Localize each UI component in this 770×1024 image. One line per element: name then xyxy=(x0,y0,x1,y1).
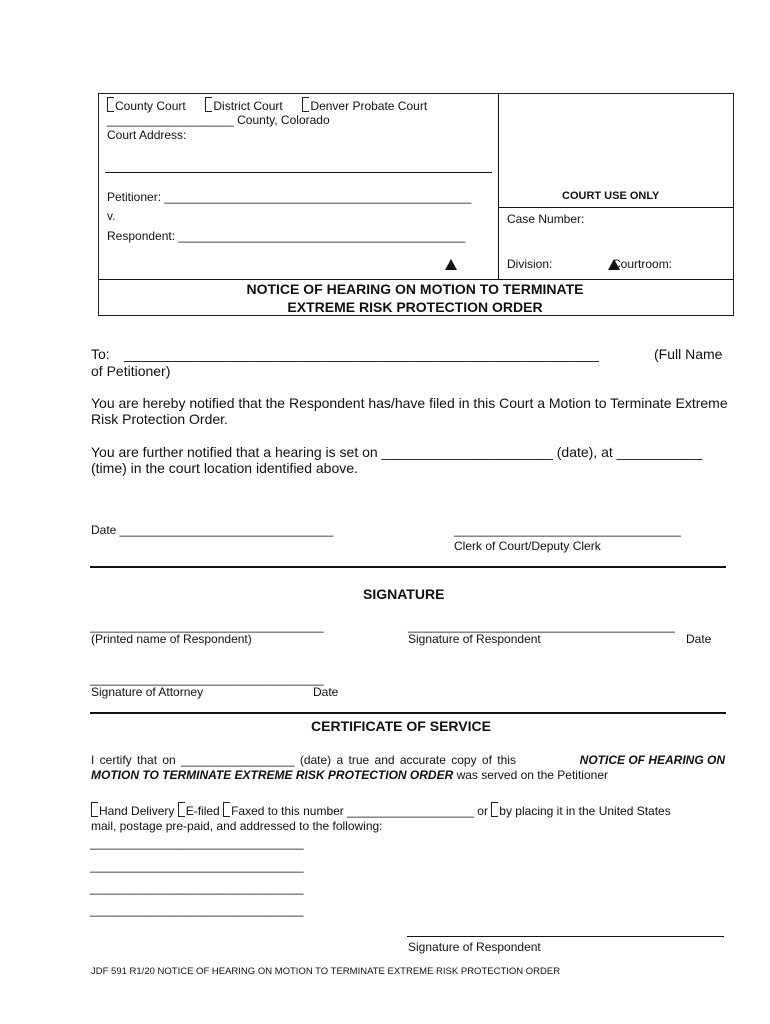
attorney-date-label: Date xyxy=(313,685,339,699)
form-footer: JDF 591 R1/20 NOTICE OF HEARING ON MOTION TO TERMINATE EXTREME RISK PROTECTION ORDER xyxy=(91,966,561,977)
address-line[interactable]: ________________________________ xyxy=(90,881,304,895)
address-line[interactable]: ________________________________ xyxy=(90,903,304,917)
fax-label: Faxed to this number ___________________ or xyxy=(231,804,488,818)
court-address-label: Court Address: xyxy=(107,128,187,142)
respondent-field[interactable]: Respondent: ___________________________________________ xyxy=(107,229,466,243)
respondent-signature-line[interactable]: ________________________________________ xyxy=(408,619,675,633)
to-label: To: xyxy=(91,346,110,362)
signature-heading: SIGNATURE xyxy=(363,586,445,602)
courtroom-label[interactable]: Courtroom: xyxy=(612,257,673,271)
certificate-signature-label: Signature of Respondent xyxy=(408,940,541,954)
notice-date-field[interactable]: Date ________________________________ xyxy=(91,523,334,537)
court-use-divider xyxy=(499,207,733,208)
caption-vertical-divider xyxy=(498,93,499,279)
county-court-checkbox[interactable] xyxy=(107,99,115,113)
petitioner-field[interactable]: Petitioner: ______________________________________________ xyxy=(107,190,472,204)
mail-label: by placing it in the United States xyxy=(499,804,671,818)
district-court-label: District Court xyxy=(213,99,283,113)
respondent-date-label: Date xyxy=(686,632,712,646)
court-use-only-label: COURT USE ONLY xyxy=(562,190,660,202)
notice-paragraph-1-line-2: Risk Protection Order. xyxy=(91,411,228,427)
full-name-label: (Full Name xyxy=(654,346,723,362)
certify-line-2 xyxy=(91,768,608,782)
court-address-rule xyxy=(105,172,492,173)
title-line-2: EXTREME RISK PROTECTION ORDER xyxy=(287,299,543,315)
certify-end: was served on the Petitioner xyxy=(453,768,608,782)
case-number-label[interactable]: Case Number: xyxy=(507,212,585,226)
section-rule-2 xyxy=(90,712,726,714)
notice-paragraph-2-line-2: (time) in the court location identified above. xyxy=(91,460,358,476)
title-line-1: NOTICE OF HEARING ON MOTION TO TERMINATE xyxy=(246,281,584,297)
address-line[interactable]: ________________________________ xyxy=(90,836,304,850)
attorney-signature-line[interactable]: ___________________________________ xyxy=(90,672,324,686)
hand-delivery-label: Hand Delivery xyxy=(99,804,175,818)
certify-line-1[interactable] xyxy=(91,753,725,767)
of-petitioner-label: of Petitioner) xyxy=(91,363,171,379)
clerk-signature-line[interactable]: __________________________________ xyxy=(454,523,681,537)
notice-paragraph-2-line-1[interactable]: You are further notified that a hearing is set on ______________________ (date), at ___________ xyxy=(91,444,703,460)
certificate-signature-rule[interactable] xyxy=(407,936,724,937)
printed-name-label: (Printed name of Respondent) xyxy=(91,632,252,646)
certify-start: I certify that on _________________ (date) a true and accurate copy of this xyxy=(91,753,516,767)
certificate-heading: CERTIFICATE OF SERVICE xyxy=(311,718,491,734)
caption-title-divider xyxy=(98,279,733,280)
mail-line-2: mail, postage pre-paid, and addressed to the following: xyxy=(91,819,383,833)
notice-paragraph-1-line-1: You are hereby notified that the Respondent has/have filed in this Court a Motion to Terminate Extreme xyxy=(91,395,728,411)
denver-probate-label: Denver Probate Court xyxy=(310,99,428,113)
certify-bold-2: MOTION TO TERMINATE EXTREME RISK PROTECTION ORDER xyxy=(91,768,454,782)
division-label[interactable]: Division: xyxy=(507,257,553,271)
efiled-checkbox[interactable] xyxy=(178,804,186,818)
respondent-signature-label: Signature of Respondent xyxy=(408,632,541,646)
service-methods xyxy=(91,802,671,818)
court-options xyxy=(107,97,427,113)
caption-triangle-left xyxy=(445,259,457,270)
county-court-label: County Court xyxy=(115,99,186,113)
versus-label: v. xyxy=(107,209,116,223)
fax-checkbox[interactable] xyxy=(223,804,231,818)
address-line[interactable]: ________________________________ xyxy=(90,859,304,873)
printed-name-line[interactable]: ___________________________________ xyxy=(90,619,324,633)
efiled-label: E-filed xyxy=(185,804,220,818)
certify-bold-1: NOTICE OF HEARING ON xyxy=(579,753,725,767)
hand-delivery-checkbox[interactable] xyxy=(91,804,99,818)
attorney-signature-label: Signature of Attorney xyxy=(91,685,204,699)
section-rule-1 xyxy=(90,566,726,568)
county-line[interactable]: ___________________ County, Colorado xyxy=(107,113,330,127)
to-field[interactable]: _____________________________________________________________ xyxy=(124,346,599,362)
clerk-label: Clerk of Court/Deputy Clerk xyxy=(454,539,601,553)
